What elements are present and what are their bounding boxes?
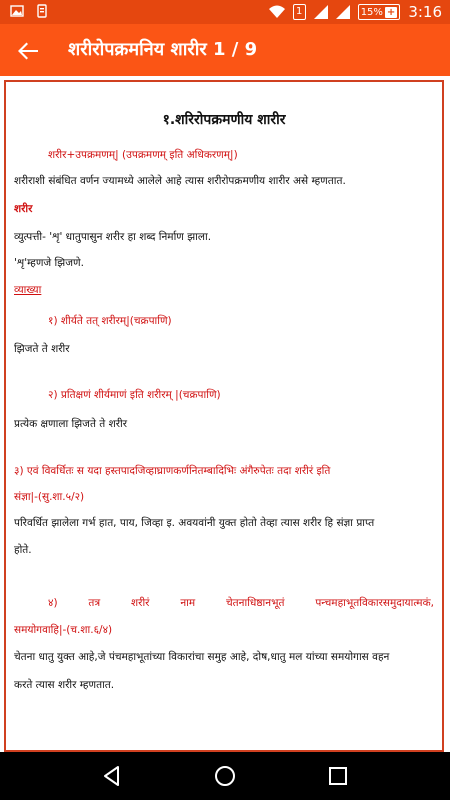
battery-percent: 15% [360, 6, 383, 18]
definition-4-word: तत्र [88, 597, 101, 609]
definition-4-word: नाम [180, 597, 196, 609]
definition-3-explanation-1: परिवर्धित झालेला गर्भ हात, पाय, जिव्हा इ. अवयवांनी युक्त होतो तेव्हा त्यास शरीर हि संज्ञा प्राप्त [14, 517, 375, 529]
doc-subheading-definition: व्याख्या [14, 284, 42, 296]
definition-4-line-2: समयोगवाहि|-(च.शा.६/४) [14, 624, 113, 636]
battery-indicator [358, 4, 401, 20]
definition-4-word: चेतनाधिष्ठानभूतं [226, 597, 285, 609]
status-bar [0, 0, 450, 24]
definition-3-line-2: संज्ञा|-(सु.शा.५/२) [14, 491, 85, 503]
doc-line-meaning: 'शृ'म्हणजे झिजणे. [14, 257, 84, 269]
status-right-icons [269, 3, 442, 21]
charging-icon: + [386, 6, 396, 18]
notification-icon [36, 4, 48, 18]
document-frame[interactable] [4, 80, 444, 752]
definition-4-line-1 [48, 596, 434, 610]
definition-4-explanation-1: चेतना धातु युक्त आहे,जे पंचमहाभूतांच्या विकारांचा समुह आहे, दोष,धातु मल यांच्या समयोगास वहन [14, 651, 390, 663]
page-title: शरीरोपक्रमनिय शारीर 1 / 9 [68, 39, 258, 60]
back-arrow-icon[interactable] [14, 37, 42, 65]
document-heading: १.शरिरोपक्रमणीय शारीर [162, 112, 286, 128]
sim-slot-badge: 1 [293, 4, 306, 20]
doc-line-sanskrit: शरीर+उपक्रमणम्| (उपक्रमणम् इति अधिकरणम्|) [48, 149, 238, 161]
clock: 3:16 [408, 3, 442, 21]
definition-4-explanation-2: करते त्यास शरीर म्हणतात. [14, 679, 115, 691]
definition-2: २) प्रतिक्षणं शीर्यमाणं इति शरीरम् |(चक्रपाणि) [48, 389, 221, 401]
wifi-icon [269, 5, 285, 19]
signal-icon [314, 5, 328, 19]
definition-4-word: शरीरं [131, 597, 150, 609]
app-bar [0, 24, 450, 76]
doc-line-description: शरीराशी संबंधित वर्णन ज्यामध्ये आलेले आहे त्यास शरीरोपक्रमणीय शारीर असे म्हणतात. [14, 175, 346, 187]
definition-2-explanation: प्रत्येक क्षणाला झिजते ते शरीर [14, 418, 128, 430]
signal-icon [336, 5, 350, 19]
definition-3-explanation-2: होते. [14, 544, 32, 556]
recents-icon[interactable] [326, 764, 350, 788]
status-left-icons [10, 4, 48, 18]
doc-subheading-sharir: शरीर [14, 203, 33, 215]
definition-1-explanation: झिजते ते शरीर [14, 343, 70, 355]
home-icon[interactable] [213, 764, 237, 788]
back-icon[interactable] [100, 764, 124, 788]
system-nav-bar [0, 752, 450, 800]
definition-1: १) शीर्यते तत् शरीरम्|(चक्रपाणि) [48, 315, 172, 327]
definition-4-word: पन्चमहाभूतविकारसमुदायात्मकं, [315, 597, 434, 609]
doc-line-etymology: व्युत्पत्ती- 'शृ' धातुपासुन शरीर हा शब्द निर्माण झाला. [14, 231, 212, 243]
image-icon [10, 4, 24, 18]
definition-4-word: ४) [48, 597, 58, 609]
definition-3-line-1: ३) एवं विवर्धितः स यदा हस्तपादजिव्हाघ्राणकर्णनितम्बादिभिः अंगैरुपेतः तदा शरीरं इति [14, 465, 331, 477]
